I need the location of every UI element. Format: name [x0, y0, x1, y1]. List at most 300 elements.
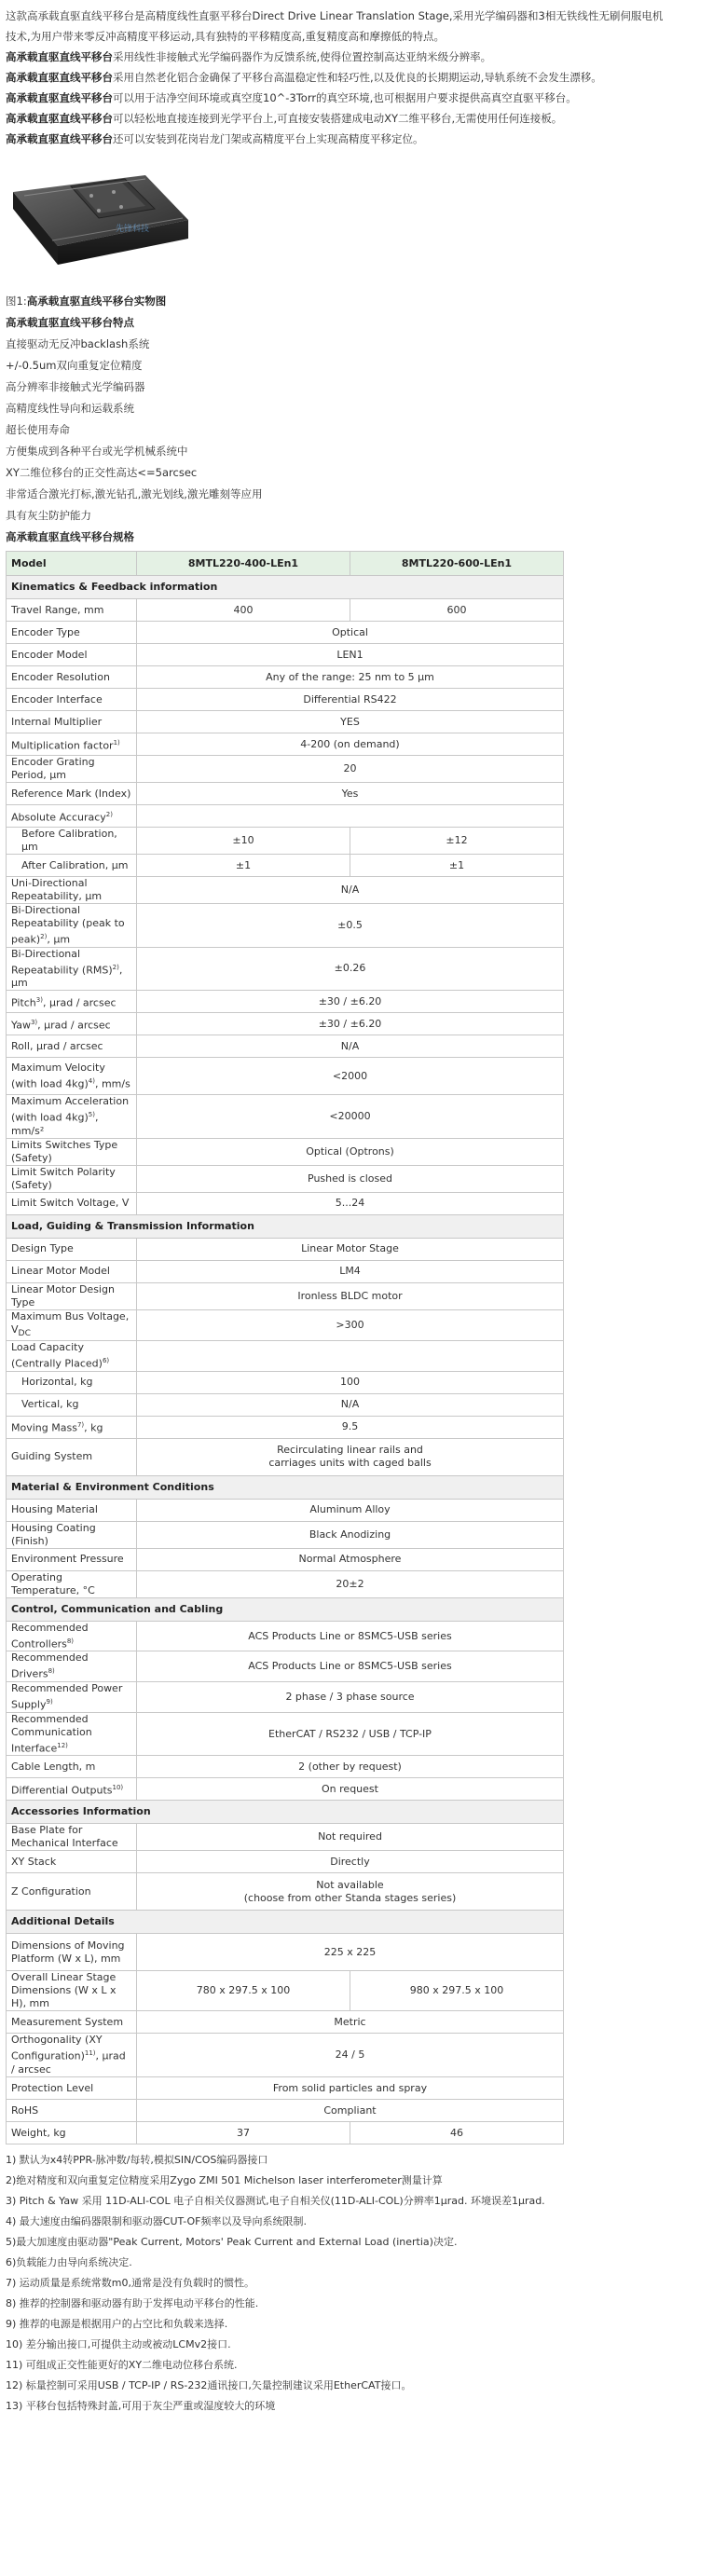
table-row	[7, 1393, 564, 1416]
row-label-text: Bi-Directional Repeatability (peak to peak)	[11, 904, 125, 946]
product-image	[6, 155, 192, 285]
table-row	[7, 711, 564, 733]
feature-item: XY二维位移台的正交性高达<=5arcsec	[6, 466, 198, 479]
value-600: ±1	[350, 855, 564, 877]
value-text: Directly	[330, 1855, 370, 1868]
row-label	[7, 1548, 137, 1570]
value-shared	[137, 733, 564, 756]
table-row	[7, 1260, 564, 1282]
value-text: 9.5	[341, 1420, 359, 1433]
row-label-text: XY Stack	[11, 1855, 57, 1868]
value-text: Compliant	[323, 2103, 377, 2117]
row-label-text: Linear Motor Design Type	[11, 1282, 115, 1309]
section-title: Kinematics & Feedback information	[7, 576, 564, 599]
footnote-item: 3) Pitch & Yaw 采用 11D-ALI-COL 电子自相关仪器测试,电子自相关仪(11D-ALI-COL)分辨率1µrad. 环境误差1µrad.	[6, 2195, 545, 2208]
feature-item: 具有灰尘防护能力	[6, 509, 91, 522]
value-text: ACS Products Line or 8SMC5-USB series	[248, 1629, 452, 1642]
intro-bold-term: 高承载直驱直线平移台	[6, 132, 113, 145]
header-cell-400: 8MTL220-400-LEn1	[137, 552, 350, 576]
value-text: 4-200 (on demand)	[300, 737, 400, 750]
row-label	[7, 1851, 137, 1873]
footnote-item: 5)最大加速度由驱动器"Peak Current, Motors' Peak Current and External Load (inertia)决定.	[6, 2236, 458, 2249]
section-row	[7, 1911, 564, 1934]
footnote-item: 9) 推荐的电源是根据用户的占空比和负载来选择.	[6, 2318, 228, 2331]
value-shared	[137, 1371, 564, 1393]
row-label	[7, 855, 137, 877]
row-label	[7, 1416, 137, 1438]
row-label-text: Housing Coating (Finish)	[11, 1521, 96, 1547]
value-shared	[137, 1013, 564, 1035]
table-row	[7, 1873, 564, 1911]
row-label-text: Multiplication factor	[11, 739, 114, 752]
table-row	[7, 756, 564, 783]
value-shared	[137, 1873, 564, 1911]
row-label	[7, 947, 137, 991]
value-shared	[137, 1282, 564, 1309]
footnote-ref: 5)	[88, 1111, 95, 1119]
row-label-text: Reference Mark (Index)	[11, 787, 131, 800]
footnote-ref: 9)	[46, 1698, 53, 1706]
table-row	[7, 2100, 564, 2122]
row-label	[7, 1934, 137, 1971]
row-label	[7, 2077, 137, 2100]
value-shared	[137, 1095, 564, 1139]
footnote-item: 10) 差分输出接口,可提供主动或被动LCMv2接口.	[6, 2338, 231, 2351]
section-row	[7, 1801, 564, 1824]
table-row	[7, 2011, 564, 2034]
value-shared	[137, 1851, 564, 1873]
feature-item: 超长使用寿命	[6, 423, 70, 436]
value-text: Ironless BLDC motor	[297, 1289, 403, 1302]
row-label-text: Internal Multiplier	[11, 715, 103, 728]
section-title: Additional Details	[7, 1911, 564, 1934]
row-label	[7, 1393, 137, 1416]
footnote-item: 13) 平移台包括特殊封盖,可用于灰尘严重或湿度较大的环境	[6, 2400, 276, 2413]
footnote-item: 8) 推荐的控制器和驱动器有助于发挥电动平移台的性能.	[6, 2297, 259, 2310]
row-label-text: Differential Outputs	[11, 1784, 113, 1797]
intro-text: 采用线性非接触式光学编码器作为反馈系统,使得位置控制高达亚纳米级分辨率。	[113, 50, 492, 63]
table-row	[7, 1499, 564, 1521]
feature-item: +/-0.5um双向重复定位精度	[6, 359, 143, 372]
row-label-text: RoHS	[11, 2103, 39, 2117]
row-label	[7, 1873, 137, 1911]
value-shared	[137, 2011, 564, 2034]
footnote-ref: 6)	[102, 1357, 110, 1365]
intro-bold-term: 高承载直驱直线平移台	[6, 112, 113, 125]
value-shared	[137, 756, 564, 783]
value-text: Not required	[318, 1830, 382, 1843]
value-shared	[137, 1416, 564, 1438]
table-row	[7, 991, 564, 1013]
row-label	[7, 1371, 137, 1393]
figure-caption	[6, 291, 721, 312]
footnote-ref: 3)	[30, 1018, 38, 1026]
footnote-ref: 10)	[112, 1784, 124, 1792]
table-row	[7, 1282, 564, 1309]
footnote-ref: 1)	[113, 738, 120, 747]
row-label	[7, 1778, 137, 1801]
value-shared	[137, 1438, 564, 1475]
row-label-text: Maximum Bus Voltage, V	[11, 1309, 130, 1336]
value-shared	[137, 1934, 564, 1971]
feature-item: 方便集成到各种平台或光学机械系统中	[6, 445, 188, 458]
intro-paragraph	[6, 129, 721, 149]
value-shared	[137, 1499, 564, 1521]
features-title: 高承载直驱直线平移台特点	[6, 316, 134, 329]
row-label-text: Housing Material	[11, 1503, 98, 1516]
intro-paragraph	[6, 88, 721, 108]
table-row	[7, 877, 564, 904]
table-row	[7, 2077, 564, 2100]
value-text: N/A	[340, 884, 360, 896]
value-text: N/A	[340, 1039, 360, 1052]
value-600: 600	[350, 599, 564, 622]
value-shared	[137, 1521, 564, 1548]
row-label-text: Operating Temperature, °C	[11, 1570, 95, 1596]
table-row	[7, 1309, 564, 1340]
value-600: 980 x 297.5 x 100	[350, 1971, 564, 2011]
value-text: N/A	[340, 1398, 360, 1411]
value-shared	[137, 689, 564, 711]
row-label	[7, 711, 137, 733]
value-600: 46	[350, 2122, 564, 2144]
table-row	[7, 1035, 564, 1058]
row-label	[7, 1238, 137, 1260]
row-label-text: Maximum Acceleration (with load 4kg)	[11, 1095, 130, 1124]
table-row	[7, 1438, 564, 1475]
row-label	[7, 1824, 137, 1851]
table-row	[7, 1058, 564, 1095]
row-label-text: Encoder Resolution	[11, 670, 110, 683]
row-label	[7, 1058, 137, 1095]
intro-paragraph	[6, 47, 721, 67]
value-text: LEN1	[336, 648, 364, 661]
row-label-unit: , mm/s	[94, 1077, 130, 1090]
value-shared	[137, 991, 564, 1013]
footnote-item: 11) 可组成正交性能更好的XY二维电动位移台系统.	[6, 2359, 238, 2372]
section-row	[7, 576, 564, 599]
caption-prefix: 图1:	[6, 295, 27, 308]
row-label	[7, 805, 137, 828]
row-label-text: Measurement System	[11, 2015, 124, 2028]
row-label-text: Horizontal, kg	[21, 1376, 93, 1389]
row-label	[7, 2011, 137, 2034]
row-label-text: Maximum Velocity (with load 4kg)	[11, 1061, 105, 1090]
row-label	[7, 1309, 137, 1340]
value-text: <20000	[329, 1110, 371, 1123]
footnote-ref: 8)	[48, 1667, 55, 1676]
value-400: ±10	[137, 828, 350, 855]
footnotes	[6, 2150, 721, 2417]
row-label-text: Cable Length, m	[11, 1760, 96, 1773]
row-label-text: Pitch	[11, 996, 36, 1009]
row-label	[7, 1260, 137, 1282]
row-label	[7, 2122, 137, 2144]
row-label-text: Recommended Drivers	[11, 1651, 89, 1681]
row-label-unit: , µrad / arcsec	[37, 1019, 111, 1032]
value-shared	[137, 783, 564, 805]
row-label	[7, 599, 137, 622]
value-text: LM4	[339, 1265, 361, 1278]
table-row	[7, 1971, 564, 2011]
row-label	[7, 1971, 137, 2011]
table-row	[7, 1192, 564, 1214]
row-label-text: Limits Switches Type (Safety)	[11, 1138, 118, 1164]
table-row	[7, 666, 564, 689]
row-label-unit: , mm/s²	[11, 1111, 99, 1137]
table-row	[7, 1682, 564, 1713]
row-label-text: Travel Range, mm	[11, 603, 104, 616]
table-row	[7, 1238, 564, 1260]
row-label-unit: , µm	[47, 933, 71, 946]
intro-bold-term: 高承载直驱直线平移台	[6, 91, 113, 104]
footnote-ref: 8)	[66, 1637, 75, 1645]
table-row	[7, 689, 564, 711]
table-row	[7, 1341, 564, 1372]
header-cell-600: 8MTL220-600-LEn1	[350, 552, 564, 576]
table-row	[7, 1621, 564, 1651]
row-label-text: Protection Level	[11, 2081, 94, 2094]
row-label-text: Guiding System	[11, 1450, 93, 1463]
table-row	[7, 599, 564, 622]
table-row	[7, 805, 564, 828]
table-header-row	[7, 552, 564, 576]
row-label	[7, 1570, 137, 1597]
value-text: 225 x 225	[323, 1945, 377, 1958]
value-shared	[137, 877, 564, 904]
table-row	[7, 1521, 564, 1548]
value-shared	[137, 1651, 564, 1682]
value-text: 100	[340, 1376, 360, 1389]
value-400: ±1	[137, 855, 350, 877]
value-400: 37	[137, 2122, 350, 2144]
footnote-item: 4) 最大速度由编码器限制和驱动器CUT-OF频率以及导向系统限制.	[6, 2215, 307, 2228]
value-text: Pushed is closed	[308, 1172, 392, 1185]
value-text: Linear Motor Stage	[301, 1242, 399, 1255]
table-row	[7, 1371, 564, 1393]
row-label-text: Vertical, kg	[21, 1398, 79, 1411]
row-label-text: Recommended Controllers	[11, 1621, 89, 1651]
feature-item: 高分辨率非接触式光学编码器	[6, 380, 145, 393]
value-text-line2: carriages units with caged balls	[268, 1457, 432, 1470]
row-label-text: Uni-Directional Repeatability, µm	[11, 877, 103, 902]
row-label	[7, 733, 137, 756]
value-shared	[137, 1165, 564, 1192]
row-label-text: Encoder Interface	[11, 692, 103, 706]
value-shared	[137, 1393, 564, 1416]
footnote-item: 12) 标量控制可采用USB / TCP-IP / RS-232通讯接口,矢量控制建议采用EtherCAT接口。	[6, 2379, 412, 2392]
table-row	[7, 1138, 564, 1165]
value-shared	[137, 2034, 564, 2077]
row-label-text: Yaw	[11, 1019, 31, 1032]
row-label	[7, 1035, 137, 1058]
section-title: Control, Communication and Cabling	[7, 1597, 564, 1621]
intro-paragraph	[6, 67, 721, 88]
value-text-line2: (choose from other Standa stages series)	[243, 1891, 457, 1904]
value-shared	[137, 1824, 564, 1851]
footnote-ref: 4)	[88, 1076, 95, 1085]
value-shared	[137, 2100, 564, 2122]
row-label-text: Encoder Type	[11, 625, 80, 638]
table-row	[7, 904, 564, 948]
table-row	[7, 1934, 564, 1971]
row-label	[7, 1621, 137, 1651]
section-title: Load, Guiding & Transmission Information	[7, 1214, 564, 1238]
value-text: Optical (Optrons)	[306, 1144, 394, 1158]
footnote-ref: 3)	[35, 995, 43, 1004]
footnote-ref: 2)	[105, 810, 113, 818]
row-label	[7, 2034, 137, 2077]
intro-bold-term: 高承载直驱直线平移台	[6, 50, 113, 63]
footnote-ref: 2)	[112, 963, 119, 971]
caption-title: 高承载直驱直线平移台实物图	[26, 295, 167, 308]
row-label-text: Absolute Accuracy	[11, 811, 106, 824]
value-shared	[137, 622, 564, 644]
watermark-text: 先锋科技	[116, 225, 150, 234]
value-shared	[137, 1238, 564, 1260]
table-row	[7, 1651, 564, 1682]
row-label	[7, 689, 137, 711]
section-row	[7, 1214, 564, 1238]
row-label	[7, 1712, 137, 1756]
features-list	[6, 334, 721, 527]
spec-table	[6, 551, 564, 2144]
row-label	[7, 991, 137, 1013]
value-text: ±0.26	[334, 962, 366, 975]
value-shared	[137, 2077, 564, 2100]
row-label-text: Encoder Model	[11, 648, 88, 661]
value-text: ±30 / ±6.20	[318, 994, 382, 1007]
value-shared	[137, 1138, 564, 1165]
table-row	[7, 1756, 564, 1778]
value-shared	[137, 904, 564, 948]
footnote-ref: 11)	[84, 2049, 96, 2058]
value-shared	[137, 1570, 564, 1597]
row-label-text: Bi-Directional Repeatability (RMS)	[11, 947, 113, 977]
row-label	[7, 666, 137, 689]
row-label	[7, 2100, 137, 2122]
row-label-text: Encoder Grating Period, µm	[11, 756, 95, 781]
footnote-ref: 12)	[57, 1741, 68, 1749]
table-row	[7, 1013, 564, 1035]
value-text: On request	[322, 1782, 378, 1795]
row-label	[7, 1282, 137, 1309]
value-text: Metric	[334, 2015, 366, 2028]
row-label-text: Before Calibration, µm	[21, 828, 117, 853]
row-label-unit: , µrad / arcsec	[11, 2050, 126, 2076]
row-label-text: Dimensions of Moving Platform (W x L), mm	[11, 1939, 125, 1965]
row-label-text: Recommended Power Supply	[11, 1682, 123, 1711]
table-row	[7, 1548, 564, 1570]
value-text: From solid particles and spray	[272, 2081, 428, 2094]
value-shared	[137, 1548, 564, 1570]
row-label	[7, 1341, 137, 1372]
intro-paragraph	[6, 6, 721, 26]
table-row	[7, 1824, 564, 1851]
value-shared	[137, 1309, 564, 1340]
table-row	[7, 783, 564, 805]
intro-paragraph	[6, 26, 721, 47]
row-label-text: Overall Linear Stage Dimensions (W x L x H), mm	[11, 1971, 117, 2010]
footnote-ref: 7)	[76, 1421, 85, 1430]
row-label-text: Base Plate for Mechanical Interface	[11, 1824, 118, 1850]
row-label-unit: , kg	[84, 1422, 103, 1435]
table-row	[7, 1165, 564, 1192]
value-shared	[137, 666, 564, 689]
value-text: ACS Products Line or 8SMC5-USB series	[248, 1660, 452, 1673]
footnote-item: 6)负载能力由导向系统决定.	[6, 2256, 132, 2269]
table-row	[7, 644, 564, 666]
value-text: 5...24	[335, 1197, 365, 1210]
table-row	[7, 855, 564, 877]
row-label	[7, 1095, 137, 1139]
value-text: 2 phase / 3 phase source	[285, 1690, 415, 1703]
row-label-text: Orthogonality (XY Configuration)	[11, 2034, 103, 2063]
table-row	[7, 733, 564, 756]
row-label-text: Linear Motor Model	[11, 1265, 110, 1278]
value-shared	[137, 1192, 564, 1214]
value-text: Normal Atmosphere	[298, 1553, 402, 1566]
value-shared	[137, 1341, 564, 1372]
value-text: Any of the range: 25 nm to 5 µm	[266, 670, 434, 683]
value-text: 24 / 5	[335, 2048, 365, 2062]
value-text: Aluminum Alloy	[309, 1503, 391, 1516]
intro-text: 可以轻松地直接连接到光学平台上,可直接安装搭建成电动XY二维平移台,无需使用任何连接板。	[113, 112, 563, 125]
table-row	[7, 1712, 564, 1756]
row-label	[7, 1192, 137, 1214]
feature-item: 非常适合激光打标,激光钻孔,激光划线,激光雕刻等应用	[6, 487, 263, 500]
header-cell-model: Model	[7, 552, 137, 576]
value-shared	[137, 1058, 564, 1095]
table-row	[7, 2122, 564, 2144]
intro-text: 还可以安装到花岗岩龙门架或高精度平台上实现高精度平移定位。	[113, 132, 424, 145]
value-text: Recirculating linear rails and	[277, 1444, 423, 1457]
value-text: Yes	[341, 787, 359, 800]
feature-item: 高精度线性导向和运载系统	[6, 402, 134, 415]
row-label-text: Roll, µrad / arcsec	[11, 1039, 103, 1052]
value-text: <2000	[332, 1069, 368, 1082]
footnote-ref: 2)	[40, 933, 48, 940]
table-row	[7, 947, 564, 991]
intro-bold-term: 高承载直驱直线平移台	[6, 71, 113, 84]
footnote-item: 7) 运动质量是系统常数m0,通常是没有负载时的惯性。	[6, 2277, 254, 2290]
intro-text: 采用自然老化铝合金确保了平移台高温稳定性和轻巧性,以及优良的长期期运动,导轨系统不会发生漂移。	[113, 71, 602, 84]
table-row	[7, 1416, 564, 1438]
value-text: 20	[343, 762, 357, 774]
row-label	[7, 783, 137, 805]
row-label	[7, 1013, 137, 1035]
table-row	[7, 1851, 564, 1873]
row-label-unit: , µrad / arcsec	[42, 996, 117, 1009]
section-title: Material & Environment Conditions	[7, 1475, 564, 1499]
row-label-text: Environment Pressure	[11, 1553, 124, 1566]
intro-section	[6, 6, 721, 149]
value-shared	[137, 1682, 564, 1713]
value-text: 2 (other by request)	[298, 1760, 402, 1773]
section-row	[7, 1475, 564, 1499]
row-label-text: After Calibration, µm	[21, 858, 129, 871]
value-400: 400	[137, 599, 350, 622]
value-text: ±30 / ±6.20	[318, 1017, 382, 1030]
row-label-text: Weight, kg	[11, 2126, 66, 2139]
row-label	[7, 644, 137, 666]
row-label-text: Recommended Communication Interface	[11, 1712, 92, 1755]
row-label	[7, 877, 137, 904]
table-row	[7, 1778, 564, 1801]
value-text: YES	[340, 715, 360, 728]
row-label-text: Limit Switch Polarity (Safety)	[11, 1165, 116, 1191]
value-shared	[137, 947, 564, 991]
